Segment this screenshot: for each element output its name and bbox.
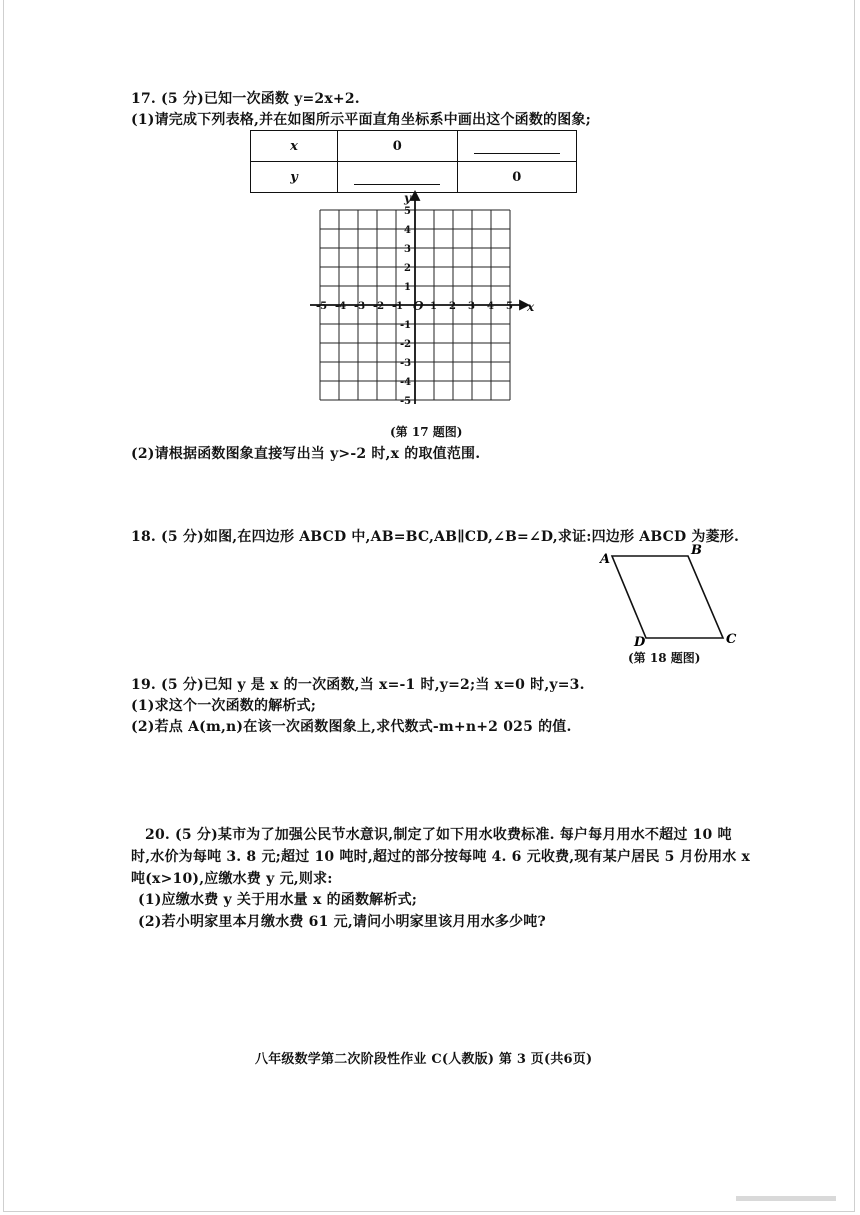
label-a: A [600,552,611,567]
y-axis-arrow [411,192,419,200]
rhombus-figure [590,538,750,648]
x-tick-label: -3 [354,301,366,312]
y-tick-label: 4 [404,225,411,236]
coordinate-grid [300,190,540,430]
x-tick-label: -5 [316,301,328,312]
label-c: C [726,632,737,647]
answer-blank [474,139,560,154]
q18-stem: 18. (5 分)如图,在四边形 ABCD 中,AB=BC,AB∥CD,∠B=∠D,求证:四边形 ABCD 为菱形. [131,529,740,545]
x-tick-label: 4 [487,301,494,312]
q20-line2: 时,水价为每吨 3. 8 元;超过 10 吨时,超过的部分按每吨 4. 6 元收费,现有某户居民 5 月份用水 x [131,849,751,865]
q17-caption: (第 17 题图) [390,425,463,439]
x-tick-label: 5 [506,301,513,312]
y-tick-label: -3 [400,358,412,369]
table-row-x [251,131,577,162]
y-tick-label: -1 [400,320,412,331]
q17-stem: 17. (5 分)已知一次函数 y=2x+2. [131,91,360,107]
x-tick-label: 3 [468,301,475,312]
q19-stem: 19. (5 分)已知 y 是 x 的一次函数,当 x=-1 时,y=2;当 x=0 时,y=3. [131,677,585,693]
q17-part2: (2)请根据函数图象直接写出当 y>-2 时,x 的取值范围. [131,446,481,462]
watermark-strip [736,1196,836,1201]
x-axis-label: x [527,300,535,314]
q17-value-table [250,130,577,193]
x-tick-label: 2 [449,301,456,312]
y-tick-label: -4 [400,377,412,388]
x-tick-label: -2 [373,301,385,312]
q19-part2: (2)若点 A(m,n)在该一次函数图象上,求代数式-m+n+2 025 的值. [131,719,572,735]
label-b: B [691,543,702,558]
page-footer: 八年级数学第二次阶段性作业 C(人教版) 第 3 页(共6页) [255,1052,593,1067]
label-d: D [634,635,646,648]
y-tick-label: -2 [400,339,412,350]
q20-part1: (1)应缴水费 y 关于用水量 x 的函数解析式; [138,892,418,908]
table-header-x: x [251,131,338,162]
origin-label: O [413,299,424,313]
x-tick-label: -1 [392,301,404,312]
q17-part1: (1)请完成下列表格,并在如图所示平面直角坐标系中画出这个函数的图象; [131,112,592,128]
x-tick-label: 1 [430,301,437,312]
y-tick-label: 2 [404,263,411,274]
y-tick-label: 5 [404,206,411,217]
y-axis-label: y [404,191,411,205]
table-cell-y1 [338,162,457,193]
rhombus-shape [612,556,723,638]
table-row-y [251,162,577,193]
y-tick-label: 3 [404,244,411,255]
q18-caption: (第 18 题图) [628,651,701,665]
y-tick-label: 1 [404,282,411,293]
table-cell-x1: 0 [338,131,457,162]
x-tick-label: -4 [335,301,347,312]
q20-line3: 吨(x>10),应缴水费 y 元,则求: [131,871,333,887]
q20-line1: 20. (5 分)某市为了加强公民节水意识,制定了如下用水收费标准. 每户每月用水不超过 10 吨 [145,827,732,843]
y-tick-label: -5 [400,396,412,407]
table-cell-x2 [457,131,576,162]
table-header-y: y [251,162,338,193]
q20-part2: (2)若小明家里本月缴水费 61 元,请问小明家里该月用水多少吨? [138,914,546,930]
answer-blank [354,170,440,185]
q19-part1: (1)求这个一次函数的解析式; [131,698,317,714]
table-cell-y2: 0 [457,162,576,193]
